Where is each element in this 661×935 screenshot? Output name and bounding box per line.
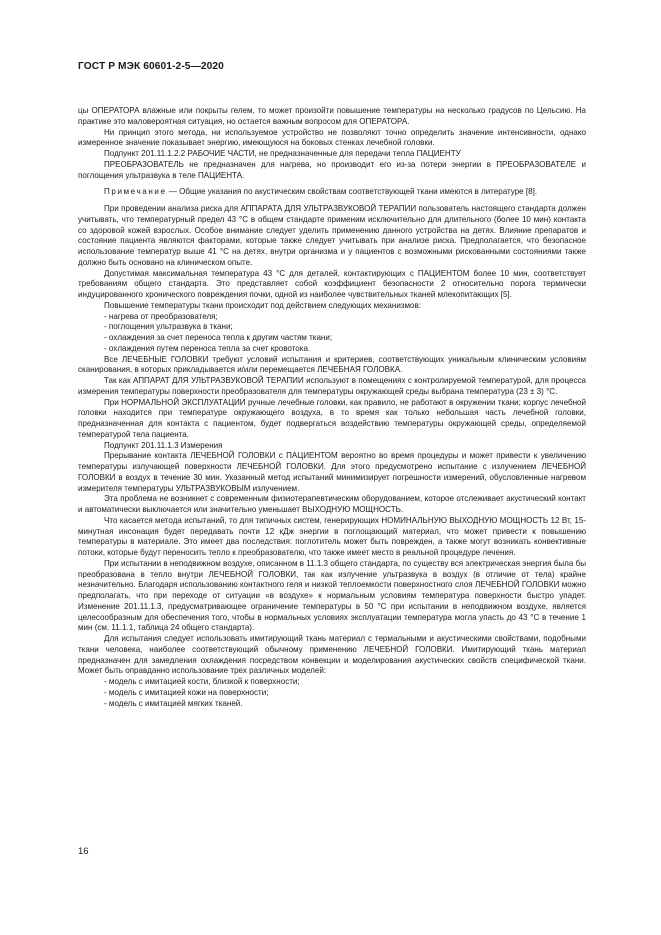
list-item: - охлаждения путем переноса тепла за счет кровотока. [104, 343, 311, 353]
note-text: — Общие указания по акустическим свойствам соответствующей ткани имеются в литературе [8]. [166, 187, 538, 197]
paragraph: Прерывание контакта ЛЕЧЕБНОЙ ГОЛОВКИ с ПАЦИЕНТОМ вероятно во время процедуры и может привести к увеличению температуры излучающей поверхности ЛЕЧЕБНОЙ ГОЛОВКИ. Для этого предусмотрено испытание с излучением ЛЕЧЕБНОЙ ГОЛОВКИ в воздух в течение 30 мин. Указанный метод испытаний минимизирует погрешности измерений, обусловленные нагревом измерителя температуры УЛЬТРАЗВУКОВЫМ излучением. [78, 451, 586, 493]
paragraph: При НОРМАЛЬНОЙ ЭКСПЛУАТАЦИИ ручные лечебные головки, как правило, не работают в окружении ткани; корпус лечебной головки находится при температуре окружающего воздуха, в то время как только небольшая часть лечебной головки, предназначенная для контакта с пациентом, будет подвергаться воздействию температуры окружающей среды, определяемой температурой тела пациента. [78, 397, 586, 439]
paragraph: Повышение температуры ткани происходит под действием следующих механизмов: [104, 300, 422, 310]
paragraph: При испытании в неподвижном воздухе, описанном в 11.1.3 общего стандарта, по существу вся электрическая энергия была бы преобразована в тепло внутри ЛЕЧЕБНОЙ ГОЛОВКИ, так как излучение ультразвука в воздух (в отличие от тела) крайне незначительно. Благодаря использованию контактного геля и низкой теплоемкости поверхностного слоя ЛЕЧЕБНОЙ ГОЛОВКИ можно предполагать, что при переходе от ситуации «в воздухе» к нормальным условиям температура поверхности быстро упадет. Изменение 201.11.1.3, предусматривающее ограничение температуры в 50 °С при испытании в неподвижном воздухе, является целесообразным для обеспечения того, чтобы в нормальных условиях эксплуатации температура могла упасть до 43 °С в течение 1 мин (см. 11.1.1, таблица 24 общего стандарта). [78, 558, 586, 633]
paragraph: Допустимая максимальная температура 43 °С для деталей, контактирующих с ПАЦИЕНТОМ более 10 мин, соответствует требованиям общего стандарта. Это представляет собой коэффициент безопасности 2 относительно порога термически индуцированного хронического повреждения почки, одной из наиболее чувствительных тканей млекопитающих [5]. [78, 268, 586, 299]
paragraph: Ни принцип этого метода, ни используемое устройство не позволяют точно определить значение интенсивности, однако измеренное значение показывает энергию, имеющуюся на боковых стенках лечебной головки. [78, 127, 586, 148]
body-text [78, 106, 586, 709]
paragraph: Так как АППАРАТ ДЛЯ УЛЬТРАЗВУКОВОЙ ТЕРАПИИ используют в помещениях с контролируемой температурой, для процесса измерения температуры поверхности преобразователя для температуры окружающей среды выбрана температура (23 ± 3) °С. [78, 376, 586, 396]
note-label: Примечание [104, 187, 167, 197]
paragraph: цы ОПЕРАТОРА влажные или покрыты гелем, то может произойти повышение температуры на несколько градусов по Цельсию. На практике это маловероятная ситуация, но остается важным вопросом для ОПЕРАТОРА. [78, 106, 586, 126]
paragraph: Эта проблема не возникнет с современным физиотерапевтическим оборудованием, которое отслеживает акустический контакт и автоматически выключается или значительно уменьшает ВЫХОДНУЮ МОЩНОСТЬ. [78, 494, 586, 514]
list-item: - модель с имитацией кожи на поверхности; [104, 687, 269, 697]
paragraph: Что касается метода испытаний, то для типичных систем, генерирующих НОМИНАЛЬНУЮ ВЫХОДНУЮ МОЩНОСТЬ 12 Вт, 15-минутная инсонация будет передавать почти 12 кДж энергии в поглощающий материал, что может привести к повышению температуры в материале. Это имеет два последствия: поглотитель может быть поврежден, а также могут возникать конвективные потоки, которые будут переносить тепло к преобразователю, что также имеет место в реальной процедуре лечения. [78, 515, 586, 557]
list-item: - нагрева от преобразователя; [104, 311, 218, 321]
paragraph: ПРЕОБРАЗОВАТЕЛЬ не предназначен для нагрева, но производит его из-за потери энергии в ПРЕОБРАЗОВАТЕЛЕ и поглощения ультразвука в теле ПАЦИЕНТА. [78, 159, 586, 180]
standard-header: ГОСТ Р МЭК 60601-2-5—2020 [78, 61, 224, 72]
subclause-heading: Подпункт 201.11.1.3 Измерения [104, 440, 223, 450]
list-item: - модель с имитацией кости, близкой к поверхности; [104, 677, 300, 686]
list-item: - модель с имитацией мягких тканей. [104, 698, 243, 708]
note [78, 187, 586, 198]
paragraph: Все ЛЕЧЕБНЫЕ ГОЛОВКИ требуют условий испытания и критериев, соответствующих уникальным клиническим условиям сканирования, в которых прикладывается и/или перемещается ЛЕЧЕБНАЯ ГОЛОВКА. [78, 354, 586, 375]
list-item: - поглощения ультразвука в ткани; [104, 322, 233, 332]
paragraph: При проведении анализа риска для АППАРАТА ДЛЯ УЛЬТРАЗВУКОВОЙ ТЕРАПИИ пользователь настоящего стандарта должен учитывать, что температурный предел 43 °С в общем стандарте применим исключительно для длительного (более 10 мин) контакта со здоровой кожей взрослых. Особое внимание следует уделить применению данного устройства на детях. Влияние препаратов и состояние пациента являются факторами, которые также следует учитывать при анализе риска. Предполагается, что безопасное использование температур выше 41 °С на детях, внутри организма и у пациентов с возможными рискованными состояниями также должно быть основано на клиническом опыте. [78, 204, 586, 267]
list-item: - охлаждения за счет переноса тепла к другим частям ткани; [104, 333, 333, 342]
subclause-heading: Подпункт 201.11.1.2.2 РАБОЧИЕ ЧАСТИ, не предназначенные для передачи тепла ПАЦИЕНТУ [104, 149, 461, 158]
page-number: 16 [78, 846, 89, 857]
paragraph: Для испытания следует использовать имитирующий ткань материал с термальными и акустическими свойствами, подобными ткани человека, наиболее соответствующий обычному применению ЛЕЧЕБНОЙ ГОЛОВКИ. Имитирующий ткань материал предназначен для замедления охлаждения посредством конвекции и моделирования акустических свойств специфической ткани. Может быть оправданно использование трех различных моделей: [78, 634, 586, 676]
